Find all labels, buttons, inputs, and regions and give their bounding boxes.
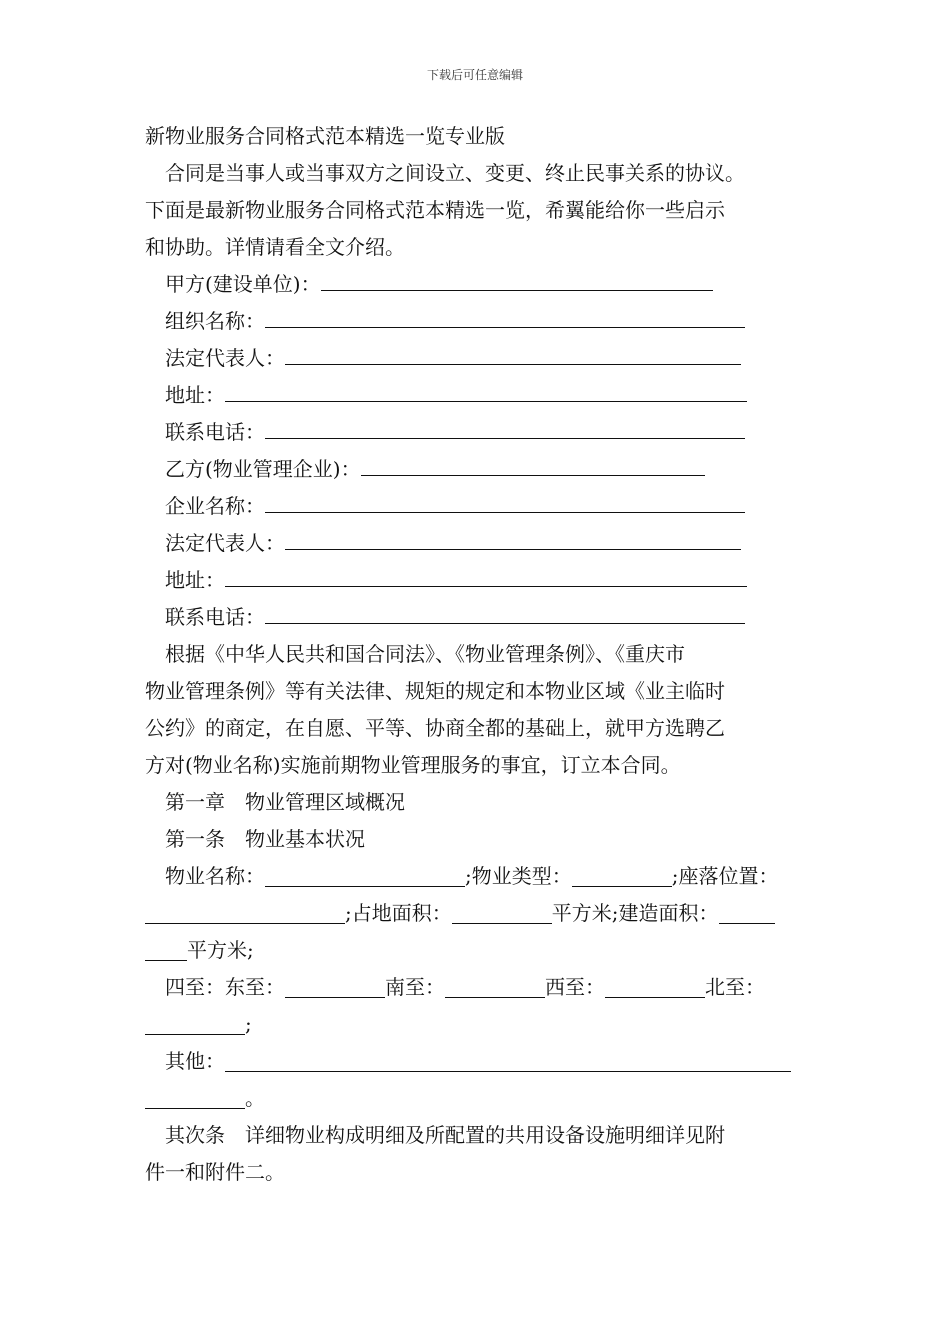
property-sqm-label-2: 平方米; [187,938,254,962]
party-a-rep-blank[interactable] [285,363,741,365]
party-b-org-label: 企业名称： [165,494,265,518]
party-a-org-row [145,303,820,340]
other-line-2 [145,1080,820,1117]
boundaries-west-label: 西至： [545,975,605,999]
party-a-phone-blank[interactable] [265,437,745,439]
party-b-address-label: 地址： [165,568,225,592]
party-b-phone-row [145,599,820,636]
property-name-label: 物业名称： [165,864,265,888]
party-a-phone-label: 联系电话： [165,420,265,444]
property-build-area-blank-b[interactable] [145,940,187,961]
party-b-heading-row [145,451,820,488]
basis-line-2: 物业管理条例》等有关法律、规矩的规定和本物业区域《业主临时 [145,679,725,703]
document-title: 新物业服务合同格式范本精选一览专业版 [145,124,505,148]
boundaries-south-blank[interactable] [445,977,545,998]
intro-line-3: 和协助。详情请看全文介绍。 [145,235,405,259]
party-a-org-blank[interactable] [265,326,745,328]
intro-line-2: 下面是最新物业服务合同格式范本精选一览，希翼能给你一些启示 [145,198,725,222]
article-2-line-1: 其次条 详细物业构成明细及所配置的共用设备设施明细详见附 [165,1123,725,1147]
article-2-line-2: 件一和附件二。 [145,1160,285,1184]
property-location-blank[interactable] [145,903,345,924]
property-build-area-blank-a[interactable] [719,903,775,924]
basis-line-3: 公约》的商定，在自愿、平等、协商全都的基础上，就甲方选聘乙 [145,716,725,740]
party-b-org-blank[interactable] [265,511,745,513]
document-body [145,118,820,1191]
other-label: 其他： [165,1049,225,1073]
property-name-blank[interactable] [265,866,465,887]
other-line-1 [145,1043,820,1080]
intro-line-1: 合同是当事人或当事双方之间设立、变更、终止民事关系的协议。 [165,161,745,185]
basis-line-4: 方对(物业名称)实施前期物业管理服务的事宜，订立本合同。 [145,753,681,777]
party-a-org-label: 组织名称： [165,309,265,333]
party-b-rep-blank[interactable] [285,548,741,550]
property-type-blank[interactable] [572,866,672,887]
party-a-address-label: 地址： [165,383,225,407]
boundaries-south-label: 南至： [385,975,445,999]
party-a-address-blank[interactable] [225,400,747,402]
property-land-area-label: ;占地面积： [345,901,452,925]
party-b-blank[interactable] [361,474,705,476]
property-line-1 [145,858,820,895]
party-b-address-blank[interactable] [225,585,747,587]
party-b-phone-label: 联系电话： [165,605,265,629]
boundaries-east-blank[interactable] [285,977,385,998]
basis-line-1: 根据《中华人民共和国合同法》、《物业管理条例》、《重庆市 [165,642,685,666]
property-land-area-blank[interactable] [452,903,552,924]
party-a-phone-row [145,414,820,451]
chapter-1-heading: 第一章 物业管理区域概况 [165,790,405,814]
party-b-address-row [145,562,820,599]
boundaries-west-blank[interactable] [605,977,705,998]
party-b-phone-blank[interactable] [265,622,745,624]
property-line-2 [145,895,820,932]
party-b-rep-row [145,525,820,562]
party-a-rep-row [145,340,820,377]
boundaries-end: ; [245,1012,252,1036]
property-sqm-label-1: 平方米;建造面积： [551,901,719,925]
boundaries-east-label: 四至：东至： [165,975,285,999]
page-header: 下载后可任意编辑 [426,68,523,82]
property-line-3 [145,932,820,969]
boundaries-north-label: 北至： [705,975,765,999]
party-b-heading: 乙方(物业管理企业)： [165,457,361,481]
party-b-org-row [145,488,820,525]
property-location-label: ;座落位置： [671,864,779,888]
property-type-label: ;物业类型： [465,864,572,888]
article-1-heading: 第一条 物业基本状况 [165,827,365,851]
boundaries-line-2 [145,1006,820,1043]
boundaries-line-1 [145,969,820,1006]
party-a-heading: 甲方(建设单位)： [165,272,321,296]
boundaries-north-blank[interactable] [145,1014,245,1035]
party-a-address-row [145,377,820,414]
party-a-heading-row [145,266,820,303]
party-a-blank[interactable] [321,289,713,291]
party-b-rep-label: 法定代表人： [165,531,285,555]
other-blank-a[interactable] [225,1051,791,1072]
other-end: 。 [245,1086,265,1110]
party-a-rep-label: 法定代表人： [165,346,285,370]
other-blank-b[interactable] [145,1088,245,1109]
